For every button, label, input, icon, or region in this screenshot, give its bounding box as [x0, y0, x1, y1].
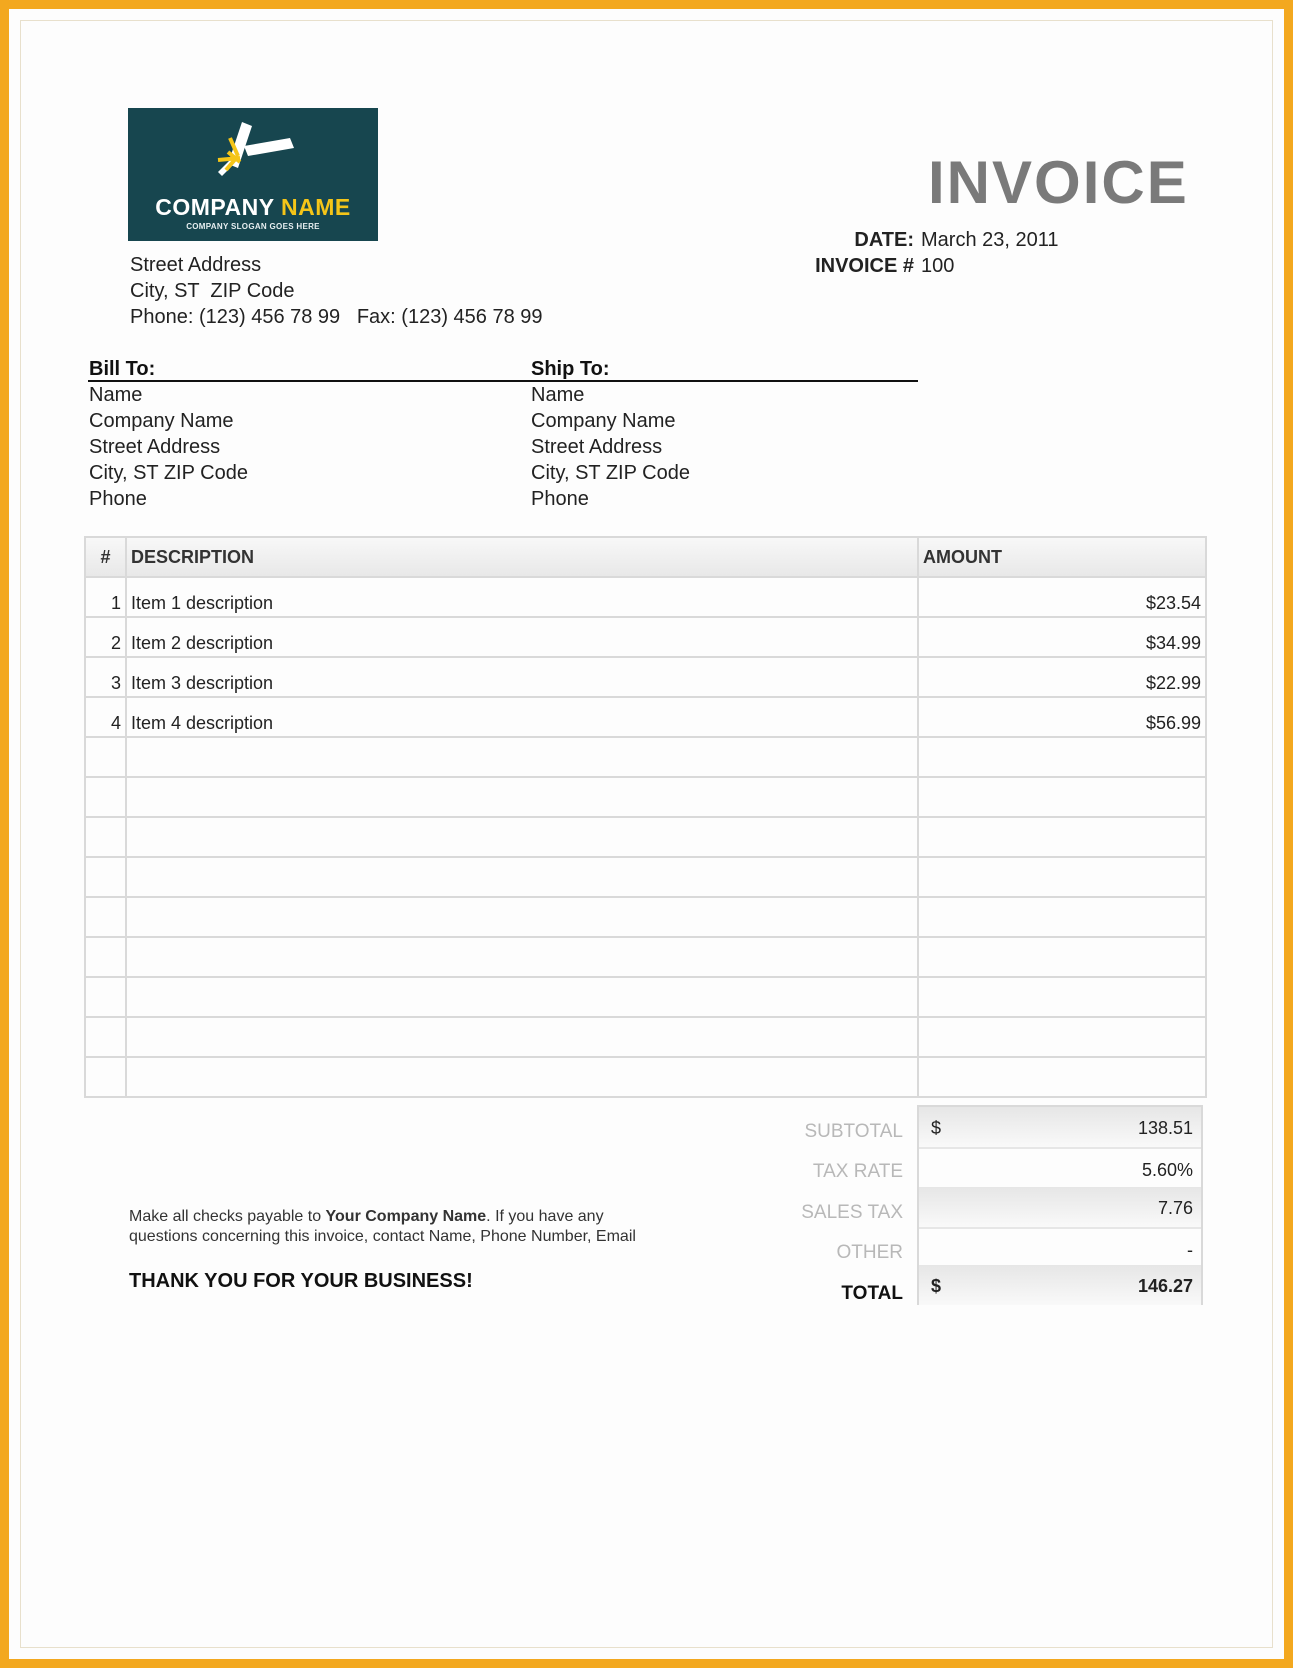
item-amount: [918, 897, 1206, 937]
other-row: [919, 1227, 1201, 1267]
bill-to-name: Name: [89, 384, 143, 406]
sender-street: Street Address: [130, 254, 262, 276]
bill-to-company: Company Name: [89, 410, 234, 432]
item-number: [85, 737, 126, 777]
invoice-number-value: 100: [921, 255, 955, 277]
item-number: 2: [85, 617, 126, 657]
tax-rate-value: 5.60%: [1141, 1160, 1193, 1180]
subtotal-label: SUBTOTAL: [804, 1121, 903, 1142]
subtotal-value: 138.51: [1137, 1118, 1193, 1138]
header-description: DESCRIPTION: [126, 537, 918, 577]
sender-city: City, ST ZIP Code: [130, 280, 295, 302]
item-number: [85, 1057, 126, 1097]
table-row: [85, 697, 1206, 737]
table-row: [85, 857, 1206, 897]
payee-company-name: Your Company Name: [325, 1208, 487, 1225]
item-number: [85, 937, 126, 977]
total-value: 146.27: [1137, 1276, 1193, 1296]
item-number: 1: [85, 577, 126, 617]
item-amount: [918, 1057, 1206, 1097]
table-row: [85, 817, 1206, 857]
item-amount: [918, 1017, 1206, 1057]
table-row: [85, 577, 1206, 617]
total-label: TOTAL: [841, 1283, 903, 1304]
item-number: [85, 857, 126, 897]
item-description: Item 1 description: [126, 577, 918, 617]
table-row: [85, 617, 1206, 657]
total-row: [919, 1265, 1201, 1305]
item-description: [126, 1017, 918, 1057]
item-description: [126, 977, 918, 1017]
sales-tax-row: [919, 1187, 1201, 1227]
sales-tax-value: 7.76: [1157, 1198, 1193, 1218]
item-description: [126, 777, 918, 817]
item-description: [126, 937, 918, 977]
date-value: March 23, 2011: [921, 229, 1059, 251]
item-number: [85, 777, 126, 817]
bill-to-city: City, ST ZIP Code: [89, 462, 248, 484]
item-amount: [918, 857, 1206, 897]
invoice-number-label: INVOICE #: [815, 255, 914, 277]
item-amount: [918, 937, 1206, 977]
table-row: [85, 1057, 1206, 1097]
sender-phone-fax: Phone: (123) 456 78 99 Fax: (123) 456 78 99: [130, 306, 543, 328]
ship-to-street: Street Address: [531, 436, 663, 458]
other-label: OTHER: [836, 1242, 903, 1263]
bill-to-phone: Phone: [89, 488, 147, 510]
item-number: [85, 1017, 126, 1057]
ship-to-company: Company Name: [531, 410, 676, 432]
header-amount: AMOUNT: [918, 537, 1206, 577]
thank-you-message: THANK YOU FOR YOUR BUSINESS!: [129, 1270, 473, 1292]
ship-to-name: Name: [531, 384, 585, 406]
item-amount: $34.99: [918, 617, 1206, 657]
item-number: [85, 897, 126, 937]
item-amount: [918, 977, 1206, 1017]
item-description: [126, 817, 918, 857]
header-number: #: [85, 537, 126, 577]
ship-to-city: City, ST ZIP Code: [531, 462, 690, 484]
table-row: [85, 977, 1206, 1017]
ship-to-heading: Ship To:: [531, 358, 610, 380]
item-amount: $56.99: [918, 697, 1206, 737]
item-number: 4: [85, 697, 126, 737]
item-number: [85, 817, 126, 857]
item-amount: [918, 737, 1206, 777]
ship-to-phone: Phone: [531, 488, 589, 510]
table-row: [85, 1017, 1206, 1057]
item-number: [85, 977, 126, 1017]
bill-to-heading: Bill To:: [89, 358, 156, 380]
item-amount: [918, 777, 1206, 817]
item-description: [126, 857, 918, 897]
payment-note-line2: questions concerning this invoice, contact Name, Phone Number, Email: [129, 1228, 636, 1245]
item-amount: [918, 817, 1206, 857]
invoice-title: INVOICE: [928, 149, 1189, 216]
totals-box: [917, 1105, 1203, 1305]
total-currency: $: [931, 1276, 942, 1296]
subtotal-currency: $: [931, 1118, 942, 1138]
item-number: 3: [85, 657, 126, 697]
logo-company-name: COMPANY NAME: [155, 194, 351, 220]
item-amount: $23.54: [918, 577, 1206, 617]
company-logo: [128, 108, 378, 241]
subtotal-row: [919, 1107, 1201, 1147]
logo-mark-icon: [208, 116, 298, 196]
items-header-row: [85, 537, 1206, 577]
date-label: DATE:: [854, 229, 914, 251]
item-description: [126, 737, 918, 777]
item-description: Item 2 description: [126, 617, 918, 657]
item-description: [126, 1057, 918, 1097]
address-divider: [88, 380, 918, 382]
table-row: [85, 777, 1206, 817]
sales-tax-label: SALES TAX: [801, 1202, 903, 1223]
other-value: -: [1187, 1240, 1193, 1260]
table-row: [85, 937, 1206, 977]
item-description: Item 3 description: [126, 657, 918, 697]
table-row: [85, 737, 1206, 777]
table-row: [85, 897, 1206, 937]
bill-to-street: Street Address: [89, 436, 221, 458]
item-amount: $22.99: [918, 657, 1206, 697]
tax-rate-row: [919, 1147, 1201, 1187]
tax-rate-label: TAX RATE: [812, 1161, 903, 1182]
item-description: [126, 897, 918, 937]
table-row: [85, 657, 1206, 697]
payment-note-line1: Make all checks payable to Your Company Name. If you have any: [129, 1208, 604, 1225]
item-description: Item 4 description: [126, 697, 918, 737]
items-table: [84, 536, 1207, 1098]
logo-slogan: COMPANY SLOGAN GOES HERE: [186, 222, 320, 231]
